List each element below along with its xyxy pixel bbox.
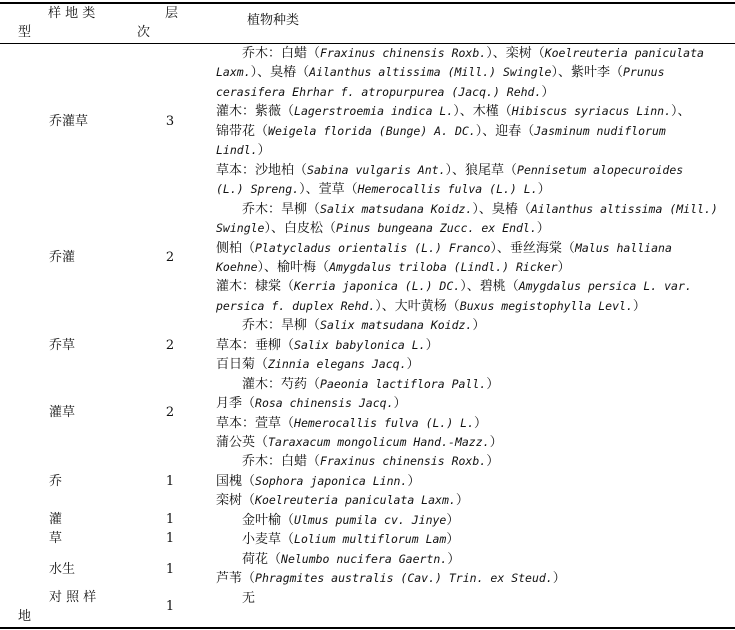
species-text: ） xyxy=(552,571,566,587)
latin-name: Prunus xyxy=(622,65,665,80)
header-type-top: 样 地 类 xyxy=(48,6,96,21)
row-layers: 1 xyxy=(165,512,175,527)
latin-name: Lolium multiflorum Lam xyxy=(294,532,447,547)
latin-name: Koelreuteria paniculata Laxm. xyxy=(255,493,456,508)
species-text: 金叶榆（ xyxy=(216,512,295,528)
row-layers: 3 xyxy=(165,114,175,129)
latin-name: Ulmus pumila cv. Jinye xyxy=(294,512,447,527)
row-layers: 2 xyxy=(165,250,175,265)
latin-name: Lagerstroemia indica L. xyxy=(294,104,454,119)
latin-name: Taraxacum mongolicum Hand.-Mazz. xyxy=(268,435,490,449)
latin-name: Lindl. xyxy=(216,143,258,158)
species-line xyxy=(216,219,550,238)
latin-name: Zinnia elegans Jacq. xyxy=(268,357,407,372)
species-text: ）、木槿（ xyxy=(453,104,512,120)
species-line xyxy=(216,375,499,394)
species-line xyxy=(216,161,683,180)
species-text: ）、紫叶李（ xyxy=(551,65,623,81)
row-type: 水生 xyxy=(49,562,76,577)
latin-name: Hibiscus syriacus Linn. xyxy=(511,104,672,119)
species-text: ） xyxy=(474,415,488,431)
species-text: ） xyxy=(632,298,646,314)
species-line xyxy=(216,277,692,296)
species-text: ）、榆叶梅（ xyxy=(257,259,330,275)
species-text: 荷花（ xyxy=(216,551,282,567)
species-line xyxy=(216,200,718,219)
species-line xyxy=(216,394,407,413)
latin-name: cerasifera Ehrhar f. atropurpurea (Jacq.) Rehd. xyxy=(216,84,542,99)
latin-name: Hemerocallis fulva (L.) L. xyxy=(357,182,538,197)
species-line xyxy=(216,511,459,530)
species-text: ）、臭椿（ xyxy=(472,201,531,217)
species-text: ） xyxy=(486,376,500,392)
row-layers: 2 xyxy=(165,338,175,353)
species-line xyxy=(216,83,554,102)
latin-name: Nelumbo nucifera Gaertn. xyxy=(281,551,448,566)
row-layers: 1 xyxy=(165,531,175,546)
species-text: ）、栾树（ xyxy=(486,46,545,61)
species-text: 栾树（ xyxy=(216,493,256,509)
row-layers: 2 xyxy=(165,405,175,420)
species-text: 灌木：棣棠（ xyxy=(216,279,295,295)
header-layer-top: 层 xyxy=(165,6,179,21)
species-line xyxy=(216,316,485,335)
latin-name: Fraxinus chinensis Roxb. xyxy=(320,454,487,469)
species-text: 草本：垂柳（ xyxy=(216,337,295,353)
species-text: 灌木：芍药（ xyxy=(216,376,321,392)
species-text: ） xyxy=(425,337,439,353)
latin-name: Sabina vulgaris Ant. xyxy=(307,162,446,177)
latin-name: Paeonia lactiflora Pall. xyxy=(320,376,487,391)
header-species: 植物种类 xyxy=(247,13,300,28)
species-text: ） xyxy=(446,532,460,548)
row-type-top: 对 照 样 xyxy=(49,590,97,605)
row-type: 灌草 xyxy=(49,405,76,420)
species-text: 乔木：旱柳（ xyxy=(216,201,321,217)
species-text: 锦带花（ xyxy=(216,123,269,139)
species-line xyxy=(216,414,487,433)
species-line xyxy=(216,550,460,569)
latin-name: Ailanthus altissima (Mill.) Swingle xyxy=(309,65,552,80)
species-line xyxy=(216,297,646,316)
species-line xyxy=(216,569,566,588)
row-type: 灌 xyxy=(49,512,63,527)
latin-name: Laxm. xyxy=(216,65,251,80)
species-text: 百日菊（ xyxy=(216,357,269,373)
latin-name: Amygdalus persica L. var. xyxy=(518,279,692,294)
species-text: 无 xyxy=(216,590,256,606)
species-line xyxy=(216,122,666,141)
latin-name: Weigela florida (Bunge) A. DC. xyxy=(268,123,476,138)
row-type: 草 xyxy=(49,531,63,546)
row-layers: 1 xyxy=(165,562,175,577)
latin-name: Swingle xyxy=(216,221,265,236)
header-layer-bottom: 次 xyxy=(137,25,151,40)
species-line xyxy=(216,258,571,277)
species-text: ） xyxy=(472,318,486,334)
species-line xyxy=(216,433,503,452)
row-type: 乔 xyxy=(49,474,63,489)
species-text: ） xyxy=(455,493,469,509)
species-text: 乔木：旱柳（ xyxy=(216,318,321,334)
row-type: 乔草 xyxy=(49,338,76,353)
latin-name: Kerria japonica (L.) DC. xyxy=(294,279,461,294)
latin-name: Pinus bungeana Zucc. ex Endl. xyxy=(335,221,537,236)
species-text: 国槐（ xyxy=(216,473,256,489)
species-text: ）、碧桃（ xyxy=(460,279,519,295)
species-line xyxy=(216,336,439,355)
species-text: 侧柏（ xyxy=(216,240,256,256)
row-type-bottom: 地 xyxy=(18,609,32,624)
species-line xyxy=(216,180,551,199)
bottom-rule xyxy=(0,627,735,629)
species-text: ） xyxy=(393,396,407,412)
latin-name: persica f. duplex Rehd. xyxy=(216,298,376,313)
species-line xyxy=(216,491,469,510)
species-text: ）、狼尾草（ xyxy=(445,162,518,178)
species-line xyxy=(216,102,691,121)
species-text: ） xyxy=(406,357,420,373)
latin-name: Jasminum nudiflorum xyxy=(534,123,666,138)
species-text: 小麦草（ xyxy=(216,532,295,548)
latin-name: Amygdalus triloba (Lindl.) Ricker xyxy=(329,259,558,274)
species-text: ） xyxy=(446,512,460,528)
species-line xyxy=(216,44,704,63)
species-text: 草本：沙地柏（ xyxy=(216,162,308,178)
species-line xyxy=(216,63,665,82)
latin-name: Platycladus orientalis (L.) Franco xyxy=(255,240,491,255)
species-text: ）、垂丝海棠（ xyxy=(490,240,575,256)
species-text: ）、萱草（ xyxy=(299,182,358,198)
species-text: ） xyxy=(486,454,500,470)
species-text: ） xyxy=(536,221,550,237)
latin-name: Salix babylonica L. xyxy=(294,337,426,352)
species-text: 月季（ xyxy=(216,396,256,412)
species-text: 乔木：白蜡（ xyxy=(216,454,321,470)
species-text: 草本：萱草（ xyxy=(216,415,295,431)
latin-name: Koelreuteria paniculata xyxy=(544,46,704,60)
species-text: ） xyxy=(541,84,555,100)
row-type: 乔灌 xyxy=(49,250,76,265)
species-text: ） xyxy=(447,551,461,567)
species-text: ）、大叶黄杨（ xyxy=(375,298,460,314)
species-line xyxy=(216,141,271,160)
species-text: ） xyxy=(557,259,571,275)
species-text: ） xyxy=(489,435,503,450)
top-rule xyxy=(0,2,735,4)
species-text: ）、白皮松（ xyxy=(264,221,336,237)
latin-name: Salix matsudana Koidz. xyxy=(320,318,473,333)
latin-name: Malus halliana xyxy=(574,240,672,255)
species-text: 乔木：白蜡（ xyxy=(216,46,321,61)
latin-name: Fraxinus chinensis Roxb. xyxy=(320,46,487,60)
latin-name: (L.) Spreng. xyxy=(216,182,300,197)
species-text: ） xyxy=(407,473,421,489)
species-text: ） xyxy=(537,182,551,198)
species-text: ）、迎春（ xyxy=(475,123,535,139)
species-text: ） xyxy=(257,143,271,159)
latin-name: Koehne xyxy=(216,259,258,274)
species-text: 芦苇（ xyxy=(216,571,256,587)
species-text: 灌木：紫薇（ xyxy=(216,104,295,120)
latin-name: Buxus megistophylla Levl. xyxy=(459,298,633,313)
species-line xyxy=(216,530,459,549)
latin-name: Phragmites australis (Cav.) Trin. ex Steud. xyxy=(255,571,553,586)
latin-name: Rosa chinensis Jacq. xyxy=(255,396,394,411)
row-type: 乔灌草 xyxy=(49,114,89,129)
latin-name: Salix matsudana Koidz. xyxy=(320,201,473,216)
header-type-bottom: 型 xyxy=(18,25,32,40)
species-text: ）、 xyxy=(671,104,691,120)
latin-name: Hemerocallis fulva (L.) L. xyxy=(294,415,475,430)
species-line xyxy=(216,589,255,608)
species-line xyxy=(216,355,420,374)
species-text: ）、臭椿（ xyxy=(250,65,310,81)
species-text: 蒲公英（ xyxy=(216,435,269,450)
latin-name: Ailanthus altissima (Mill.) xyxy=(530,201,718,216)
latin-name: Sophora japonica Linn. xyxy=(255,473,408,488)
row-layers: 1 xyxy=(165,474,175,489)
species-line xyxy=(216,452,499,471)
latin-name: Pennisetum alopecuroides xyxy=(517,162,684,177)
species-line xyxy=(216,239,672,258)
row-layers: 1 xyxy=(165,599,175,614)
species-line xyxy=(216,472,420,491)
